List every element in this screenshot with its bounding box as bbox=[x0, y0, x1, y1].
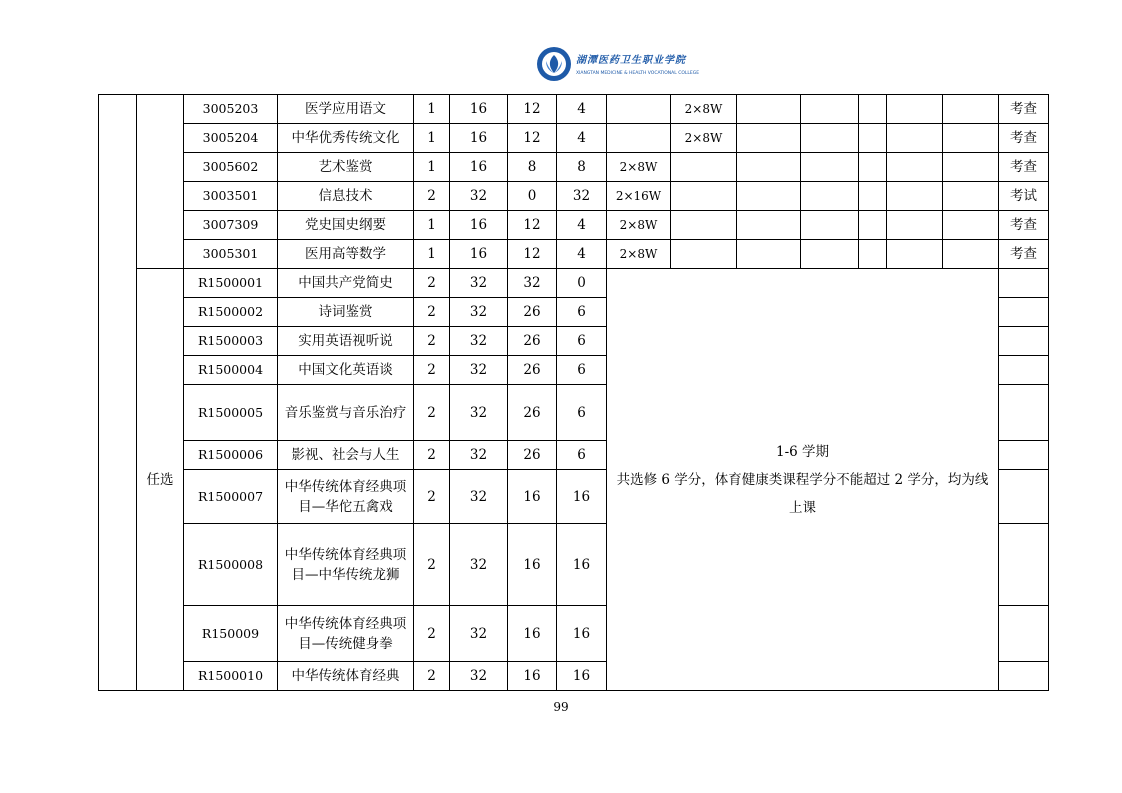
course-name: 信息技术 bbox=[278, 182, 414, 211]
blank-cell bbox=[943, 124, 999, 153]
credit-cell: 1 bbox=[414, 95, 450, 124]
course-code: R150009 bbox=[184, 606, 278, 662]
course-code: 3005204 bbox=[184, 124, 278, 153]
course-name: 中华传统体育经典项目—中华传统龙狮 bbox=[278, 524, 414, 606]
semester-6-cell bbox=[887, 211, 943, 240]
credit-cell: 2 bbox=[414, 441, 450, 470]
semester-4-cell bbox=[801, 182, 859, 211]
table-row bbox=[99, 269, 1049, 298]
assessment-cell: 考查 bbox=[999, 153, 1049, 182]
theory-hours-cell: 16 bbox=[508, 524, 557, 606]
theory-hours-cell: 12 bbox=[508, 95, 557, 124]
total-hours-cell: 32 bbox=[450, 662, 508, 691]
course-code: R1500008 bbox=[184, 524, 278, 606]
practice-hours-cell: 6 bbox=[557, 356, 607, 385]
theory-hours-cell: 16 bbox=[508, 606, 557, 662]
credit-cell: 2 bbox=[414, 356, 450, 385]
semester-5-cell bbox=[859, 182, 887, 211]
theory-hours-cell: 16 bbox=[508, 662, 557, 691]
theory-hours-cell: 26 bbox=[508, 356, 557, 385]
assessment-cell bbox=[999, 524, 1049, 606]
practice-hours-cell: 4 bbox=[557, 240, 607, 269]
blank-cell bbox=[943, 95, 999, 124]
total-hours-cell: 16 bbox=[450, 240, 508, 269]
semester-1-cell: 2×8W bbox=[607, 211, 671, 240]
category-cell bbox=[99, 95, 137, 691]
semester-3-cell bbox=[737, 95, 801, 124]
semester-5-cell bbox=[859, 240, 887, 269]
course-code: R1500001 bbox=[184, 269, 278, 298]
course-code: R1500006 bbox=[184, 441, 278, 470]
semester-6-cell bbox=[887, 124, 943, 153]
semester-6-cell bbox=[887, 182, 943, 211]
semester-1-cell: 2×16W bbox=[607, 182, 671, 211]
assessment-cell bbox=[999, 662, 1049, 691]
semester-1-cell bbox=[607, 124, 671, 153]
college-logo bbox=[536, 46, 700, 86]
assessment-cell bbox=[999, 327, 1049, 356]
course-name: 中国文化英语谈 bbox=[278, 356, 414, 385]
blank-cell bbox=[943, 240, 999, 269]
practice-hours-cell: 16 bbox=[557, 606, 607, 662]
total-hours-cell: 32 bbox=[450, 269, 508, 298]
course-name: 中华传统体育经典 bbox=[278, 662, 414, 691]
course-name: 音乐鉴赏与音乐治疗 bbox=[278, 385, 414, 441]
blank-cell bbox=[943, 182, 999, 211]
credit-cell: 2 bbox=[414, 385, 450, 441]
course-schedule-table bbox=[98, 94, 1049, 691]
total-hours-cell: 16 bbox=[450, 211, 508, 240]
practice-hours-cell: 6 bbox=[557, 441, 607, 470]
semester-3-cell bbox=[737, 182, 801, 211]
course-code: R1500004 bbox=[184, 356, 278, 385]
total-hours-cell: 32 bbox=[450, 385, 508, 441]
credit-cell: 2 bbox=[414, 298, 450, 327]
theory-hours-cell: 26 bbox=[508, 441, 557, 470]
course-name: 中华优秀传统文化 bbox=[278, 124, 414, 153]
semester-5-cell bbox=[859, 95, 887, 124]
semester-2-cell bbox=[671, 153, 737, 182]
theory-hours-cell: 26 bbox=[508, 385, 557, 441]
total-hours-cell: 32 bbox=[450, 298, 508, 327]
course-code: R1500007 bbox=[184, 470, 278, 524]
semester-2-cell bbox=[671, 211, 737, 240]
semester-4-cell bbox=[801, 211, 859, 240]
semester-2-cell bbox=[671, 182, 737, 211]
college-name-cn: 湖潭医药卫生职业学院 bbox=[576, 55, 686, 66]
total-hours-cell: 16 bbox=[450, 124, 508, 153]
total-hours-cell: 32 bbox=[450, 606, 508, 662]
practice-hours-cell: 32 bbox=[557, 182, 607, 211]
semester-1-cell: 2×8W bbox=[607, 240, 671, 269]
total-hours-cell: 32 bbox=[450, 327, 508, 356]
semester-6-cell bbox=[887, 95, 943, 124]
theory-hours-cell: 26 bbox=[508, 327, 557, 356]
credit-cell: 2 bbox=[414, 269, 450, 298]
course-name: 中国共产党简史 bbox=[278, 269, 414, 298]
course-name: 艺术鉴赏 bbox=[278, 153, 414, 182]
practice-hours-cell: 4 bbox=[557, 95, 607, 124]
course-code: R1500010 bbox=[184, 662, 278, 691]
elective-note-rule: 共选修 6 学分，体育健康类课程学分不能超过 2 学分，均为线上课 bbox=[616, 471, 989, 516]
semester-4-cell bbox=[801, 124, 859, 153]
practice-hours-cell: 16 bbox=[557, 662, 607, 691]
semester-3-cell bbox=[737, 211, 801, 240]
credit-cell: 2 bbox=[414, 524, 450, 606]
credit-cell: 2 bbox=[414, 662, 450, 691]
semester-1-cell bbox=[607, 95, 671, 124]
table-row bbox=[99, 95, 1049, 124]
theory-hours-cell: 16 bbox=[508, 470, 557, 524]
semester-5-cell bbox=[859, 153, 887, 182]
theory-hours-cell: 26 bbox=[508, 298, 557, 327]
course-code: 3007309 bbox=[184, 211, 278, 240]
practice-hours-cell: 4 bbox=[557, 211, 607, 240]
credit-cell: 1 bbox=[414, 211, 450, 240]
course-name: 医学应用语文 bbox=[278, 95, 414, 124]
course-code: 3005301 bbox=[184, 240, 278, 269]
course-name: 党史国史纲要 bbox=[278, 211, 414, 240]
theory-hours-cell: 12 bbox=[508, 211, 557, 240]
semester-1-cell: 2×8W bbox=[607, 153, 671, 182]
course-name: 中华传统体育经典项目—华佗五禽戏 bbox=[278, 470, 414, 524]
assessment-cell bbox=[999, 356, 1049, 385]
table-row bbox=[99, 240, 1049, 269]
semester-3-cell bbox=[737, 124, 801, 153]
credit-cell: 1 bbox=[414, 153, 450, 182]
blank-cell bbox=[943, 211, 999, 240]
credit-cell: 1 bbox=[414, 124, 450, 153]
credit-cell: 2 bbox=[414, 182, 450, 211]
course-name: 中华传统体育经典项目—传统健身拳 bbox=[278, 606, 414, 662]
total-hours-cell: 16 bbox=[450, 153, 508, 182]
total-hours-cell: 32 bbox=[450, 524, 508, 606]
practice-hours-cell: 16 bbox=[557, 470, 607, 524]
theory-hours-cell: 0 bbox=[508, 182, 557, 211]
practice-hours-cell: 0 bbox=[557, 269, 607, 298]
course-code: R1500002 bbox=[184, 298, 278, 327]
practice-hours-cell: 6 bbox=[557, 298, 607, 327]
practice-hours-cell: 16 bbox=[557, 524, 607, 606]
semester-5-cell bbox=[859, 124, 887, 153]
total-hours-cell: 32 bbox=[450, 182, 508, 211]
semester-4-cell bbox=[801, 240, 859, 269]
assessment-cell: 考查 bbox=[999, 124, 1049, 153]
course-code: R1500003 bbox=[184, 327, 278, 356]
elective-note bbox=[607, 269, 999, 691]
assessment-cell: 考查 bbox=[999, 211, 1049, 240]
assessment-cell: 考查 bbox=[999, 240, 1049, 269]
practice-hours-cell: 8 bbox=[557, 153, 607, 182]
practice-hours-cell: 6 bbox=[557, 385, 607, 441]
semester-3-cell bbox=[737, 240, 801, 269]
semester-6-cell bbox=[887, 240, 943, 269]
table-row bbox=[99, 124, 1049, 153]
blank-cell bbox=[943, 153, 999, 182]
total-hours-cell: 16 bbox=[450, 95, 508, 124]
table-row bbox=[99, 182, 1049, 211]
table-row bbox=[99, 153, 1049, 182]
assessment-cell bbox=[999, 385, 1049, 441]
semester-2-cell: 2×8W bbox=[671, 124, 737, 153]
assessment-cell bbox=[999, 298, 1049, 327]
semester-4-cell bbox=[801, 153, 859, 182]
assessment-cell bbox=[999, 606, 1049, 662]
credit-cell: 2 bbox=[414, 470, 450, 524]
page-number: 99 bbox=[553, 700, 569, 714]
subcategory-cell bbox=[137, 95, 184, 269]
semester-3-cell bbox=[737, 153, 801, 182]
total-hours-cell: 32 bbox=[450, 356, 508, 385]
assessment-cell: 考试 bbox=[999, 182, 1049, 211]
semester-2-cell: 2×8W bbox=[671, 95, 737, 124]
credit-cell: 2 bbox=[414, 606, 450, 662]
college-name-en: XIANGTAN MEDICINE & HEALTH VOCATIONAL COLLEGE bbox=[576, 71, 700, 76]
course-name: 影视、社会与人生 bbox=[278, 441, 414, 470]
elective-group-label: 任选 bbox=[137, 269, 184, 691]
semester-5-cell bbox=[859, 211, 887, 240]
college-seal-icon bbox=[536, 46, 572, 82]
theory-hours-cell: 32 bbox=[508, 269, 557, 298]
semester-6-cell bbox=[887, 153, 943, 182]
total-hours-cell: 32 bbox=[450, 470, 508, 524]
credit-cell: 1 bbox=[414, 240, 450, 269]
credit-cell: 2 bbox=[414, 327, 450, 356]
assessment-cell bbox=[999, 470, 1049, 524]
theory-hours-cell: 12 bbox=[508, 124, 557, 153]
course-code: 3005602 bbox=[184, 153, 278, 182]
course-code: R1500005 bbox=[184, 385, 278, 441]
course-name: 实用英语视听说 bbox=[278, 327, 414, 356]
theory-hours-cell: 8 bbox=[508, 153, 557, 182]
assessment-cell bbox=[999, 441, 1049, 470]
course-name: 医用高等数学 bbox=[278, 240, 414, 269]
elective-note-semesters: 1-6 学期 bbox=[775, 443, 830, 460]
course-code: 3005203 bbox=[184, 95, 278, 124]
total-hours-cell: 32 bbox=[450, 441, 508, 470]
practice-hours-cell: 6 bbox=[557, 327, 607, 356]
practice-hours-cell: 4 bbox=[557, 124, 607, 153]
semester-4-cell bbox=[801, 95, 859, 124]
table-row bbox=[99, 211, 1049, 240]
theory-hours-cell: 12 bbox=[508, 240, 557, 269]
course-code: 3003501 bbox=[184, 182, 278, 211]
semester-2-cell bbox=[671, 240, 737, 269]
assessment-cell bbox=[999, 269, 1049, 298]
course-name: 诗词鉴赏 bbox=[278, 298, 414, 327]
assessment-cell: 考查 bbox=[999, 95, 1049, 124]
